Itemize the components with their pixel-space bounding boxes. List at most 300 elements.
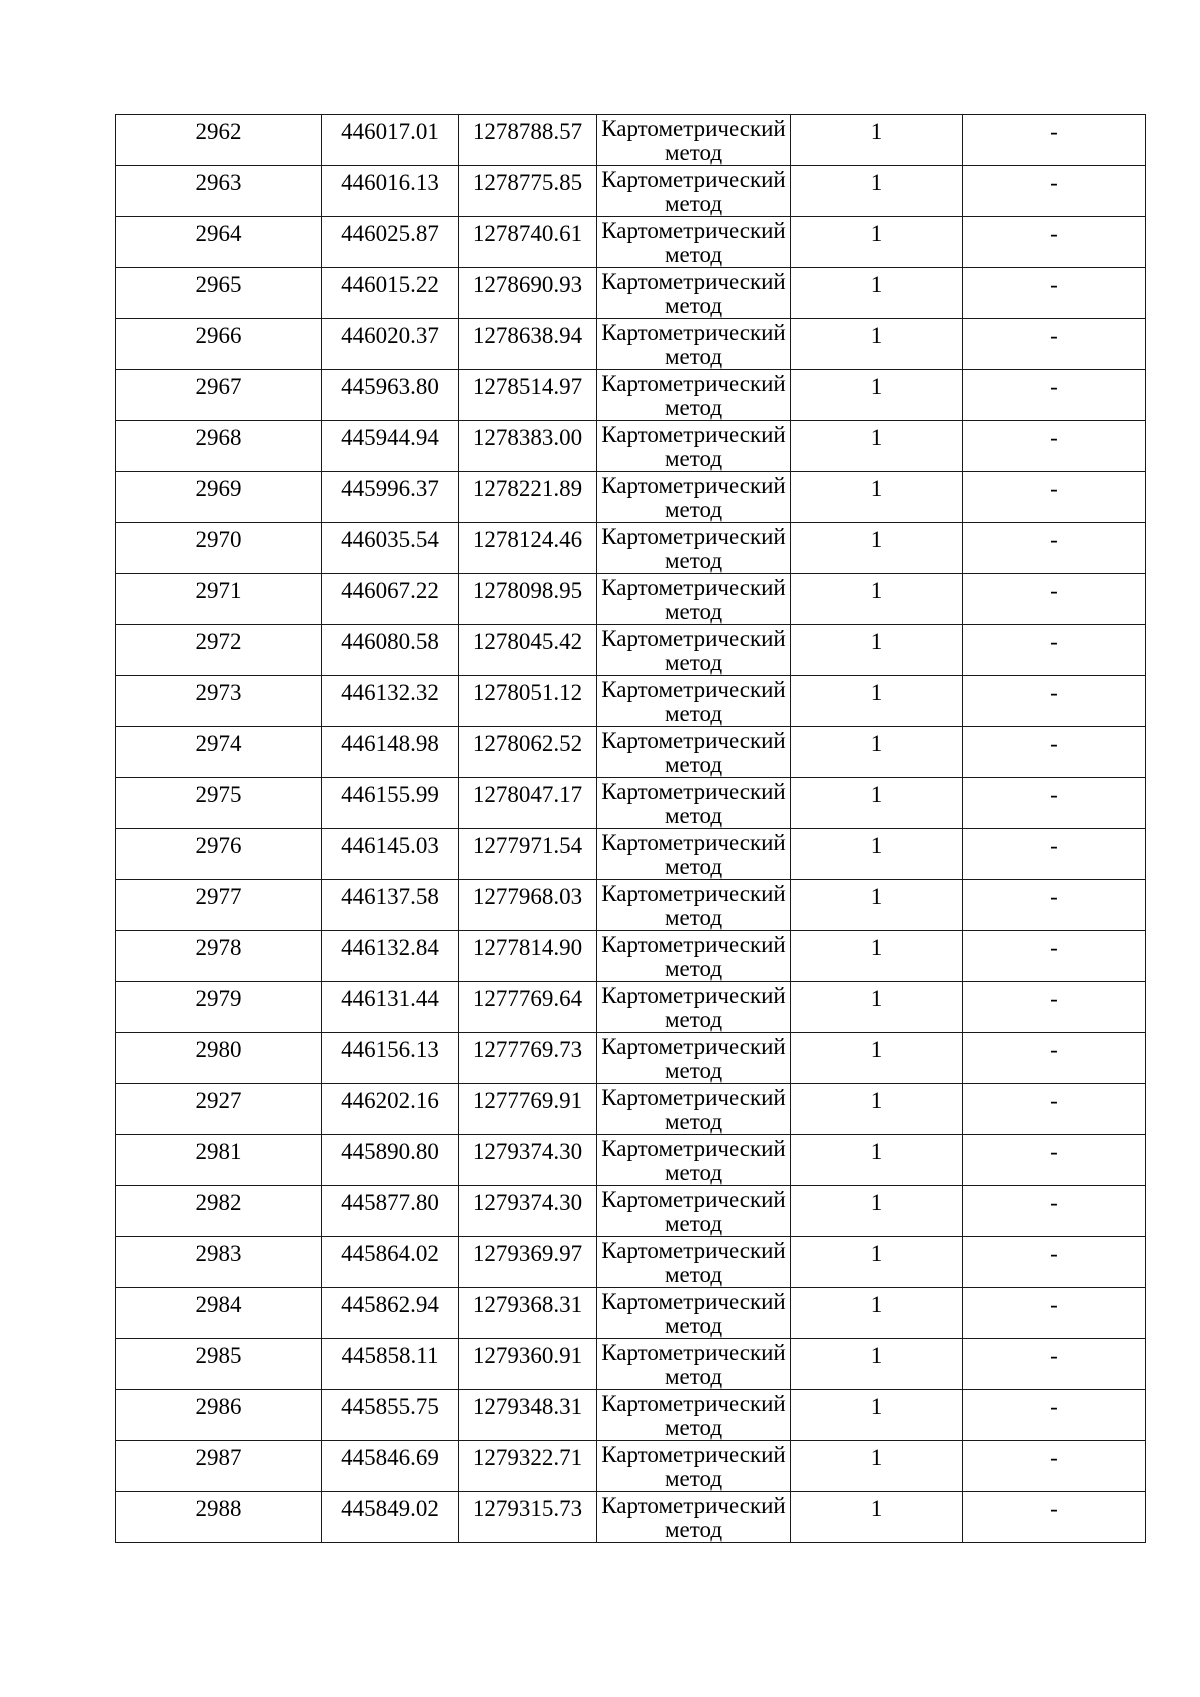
table-row (116, 1390, 1146, 1441)
x-coordinate-cell (322, 1084, 459, 1135)
point-number-cell (116, 268, 322, 319)
accuracy-cell (791, 319, 963, 370)
y-coordinate-cell (459, 676, 597, 727)
y-coordinate-cell-text: 1278690.93 (472, 272, 583, 297)
y-coordinate-cell-text: 1279369.97 (472, 1241, 583, 1266)
y-coordinate-cell-text: 1278047.17 (472, 782, 583, 807)
method-cell (597, 166, 791, 217)
table-row (116, 319, 1146, 370)
note-cell-text: - (1050, 782, 1058, 807)
accuracy-cell-text: 1 (870, 833, 883, 858)
y-coordinate-cell-text: 1278062.52 (472, 731, 583, 756)
x-coordinate-cell-text: 446132.32 (341, 680, 439, 705)
y-coordinate-cell-text: 1279348.31 (472, 1394, 583, 1419)
table-row (116, 523, 1146, 574)
accuracy-cell-text: 1 (870, 884, 883, 909)
note-cell (963, 574, 1146, 625)
x-coordinate-cell (322, 880, 459, 931)
y-coordinate-cell (459, 421, 597, 472)
note-cell-text: - (1050, 374, 1058, 399)
accuracy-cell (791, 778, 963, 829)
accuracy-cell-text: 1 (870, 527, 883, 552)
method-cell (597, 1135, 791, 1186)
note-cell (963, 1339, 1146, 1390)
x-coordinate-cell (322, 1186, 459, 1237)
method-cell-text: Картометрический метод (601, 371, 786, 420)
note-cell (963, 1033, 1146, 1084)
point-number-cell-text: 2979 (195, 986, 242, 1011)
x-coordinate-cell (322, 268, 459, 319)
x-coordinate-cell-text: 446131.44 (341, 986, 439, 1011)
x-coordinate-cell-text: 446020.37 (341, 323, 439, 348)
note-cell-text: - (1050, 884, 1058, 909)
method-cell-text: Картометрический метод (601, 1136, 786, 1185)
y-coordinate-cell (459, 1033, 597, 1084)
accuracy-cell-text: 1 (870, 1445, 883, 1470)
method-cell-text: Картометрический метод (601, 269, 786, 318)
method-cell-text: Картометрический метод (601, 932, 786, 981)
accuracy-cell (791, 1084, 963, 1135)
method-cell-text: Картометрический метод (601, 1187, 786, 1236)
method-cell (597, 319, 791, 370)
table-row (116, 166, 1146, 217)
accuracy-cell-text: 1 (870, 1190, 883, 1215)
point-number-cell-text: 2987 (195, 1445, 242, 1470)
y-coordinate-cell (459, 472, 597, 523)
x-coordinate-cell (322, 166, 459, 217)
x-coordinate-cell-text: 445944.94 (341, 425, 439, 450)
y-coordinate-cell (459, 778, 597, 829)
method-cell (597, 472, 791, 523)
x-coordinate-cell (322, 982, 459, 1033)
x-coordinate-cell-text: 446015.22 (341, 272, 439, 297)
accuracy-cell-text: 1 (870, 476, 883, 501)
y-coordinate-cell-text: 1277968.03 (472, 884, 583, 909)
point-number-cell-text: 2968 (195, 425, 242, 450)
y-coordinate-cell (459, 1339, 597, 1390)
method-cell-text: Картометрический метод (601, 422, 786, 471)
method-cell (597, 778, 791, 829)
table-row (116, 931, 1146, 982)
point-number-cell-text: 2983 (195, 1241, 242, 1266)
method-cell-text: Картометрический метод (601, 1289, 786, 1338)
accuracy-cell (791, 1339, 963, 1390)
note-cell-text: - (1050, 272, 1058, 297)
y-coordinate-cell (459, 1084, 597, 1135)
x-coordinate-cell-text: 445855.75 (341, 1394, 439, 1419)
note-cell-text: - (1050, 1394, 1058, 1419)
note-cell-text: - (1050, 680, 1058, 705)
method-cell (597, 676, 791, 727)
note-cell (963, 778, 1146, 829)
x-coordinate-cell (322, 1237, 459, 1288)
y-coordinate-cell (459, 1186, 597, 1237)
point-number-cell-text: 2966 (195, 323, 242, 348)
x-coordinate-cell (322, 1390, 459, 1441)
y-coordinate-cell (459, 217, 597, 268)
table-row (116, 727, 1146, 778)
x-coordinate-cell (322, 1441, 459, 1492)
point-number-cell-text: 2977 (195, 884, 242, 909)
accuracy-cell (791, 1237, 963, 1288)
point-number-cell (116, 829, 322, 880)
note-cell (963, 1390, 1146, 1441)
note-cell (963, 268, 1146, 319)
method-cell-text: Картометрический метод (601, 167, 786, 216)
accuracy-cell-text: 1 (870, 1037, 883, 1062)
accuracy-cell (791, 880, 963, 931)
table-row (116, 1492, 1146, 1543)
method-cell (597, 115, 791, 166)
accuracy-cell (791, 1033, 963, 1084)
y-coordinate-cell (459, 880, 597, 931)
note-cell (963, 217, 1146, 268)
method-cell-text: Картометрический метод (601, 575, 786, 624)
note-cell (963, 931, 1146, 982)
table-row (116, 1186, 1146, 1237)
table-row (116, 268, 1146, 319)
y-coordinate-cell-text: 1277769.64 (472, 986, 583, 1011)
method-cell (597, 1441, 791, 1492)
x-coordinate-cell (322, 676, 459, 727)
note-cell (963, 370, 1146, 421)
point-number-cell (116, 1135, 322, 1186)
note-cell (963, 727, 1146, 778)
point-number-cell (116, 1441, 322, 1492)
x-coordinate-cell (322, 319, 459, 370)
y-coordinate-cell-text: 1278383.00 (472, 425, 583, 450)
coordinates-table-body (116, 115, 1146, 1543)
point-number-cell-text: 2970 (195, 527, 242, 552)
table-row (116, 1135, 1146, 1186)
method-cell (597, 217, 791, 268)
method-cell (597, 625, 791, 676)
method-cell (597, 1492, 791, 1543)
note-cell-text: - (1050, 1241, 1058, 1266)
method-cell (597, 1288, 791, 1339)
x-coordinate-cell-text: 445996.37 (341, 476, 439, 501)
point-number-cell-text: 2986 (195, 1394, 242, 1419)
y-coordinate-cell (459, 727, 597, 778)
table-row (116, 1237, 1146, 1288)
table-row (116, 472, 1146, 523)
point-number-cell (116, 676, 322, 727)
accuracy-cell-text: 1 (870, 1139, 883, 1164)
x-coordinate-cell-text: 446145.03 (341, 833, 439, 858)
note-cell-text: - (1050, 1496, 1058, 1521)
method-cell (597, 727, 791, 778)
x-coordinate-cell-text: 445864.02 (341, 1241, 439, 1266)
x-coordinate-cell-text: 445858.11 (341, 1343, 439, 1368)
note-cell-text: - (1050, 119, 1058, 144)
note-cell (963, 676, 1146, 727)
note-cell-text: - (1050, 170, 1058, 195)
table-row (116, 1084, 1146, 1135)
y-coordinate-cell-text: 1279315.73 (472, 1496, 583, 1521)
method-cell (597, 370, 791, 421)
note-cell (963, 523, 1146, 574)
note-cell-text: - (1050, 629, 1058, 654)
point-number-cell-text: 2984 (195, 1292, 242, 1317)
point-number-cell (116, 727, 322, 778)
y-coordinate-cell-text: 1278775.85 (472, 170, 583, 195)
note-cell-text: - (1050, 986, 1058, 1011)
y-coordinate-cell (459, 523, 597, 574)
accuracy-cell-text: 1 (870, 425, 883, 450)
accuracy-cell-text: 1 (870, 731, 883, 756)
y-coordinate-cell-text: 1278221.89 (472, 476, 583, 501)
y-coordinate-cell (459, 319, 597, 370)
method-cell-text: Картометрический метод (601, 881, 786, 930)
table-row (116, 217, 1146, 268)
note-cell (963, 472, 1146, 523)
point-number-cell-text: 2985 (195, 1343, 242, 1368)
x-coordinate-cell (322, 625, 459, 676)
accuracy-cell-text: 1 (870, 935, 883, 960)
point-number-cell (116, 166, 322, 217)
note-cell (963, 319, 1146, 370)
x-coordinate-cell (322, 472, 459, 523)
method-cell-text: Картометрический метод (601, 1034, 786, 1083)
accuracy-cell-text: 1 (870, 1292, 883, 1317)
x-coordinate-cell (322, 931, 459, 982)
method-cell-text: Картометрический метод (601, 218, 786, 267)
point-number-cell-text: 2927 (195, 1088, 242, 1113)
method-cell-text: Картометрический метод (601, 524, 786, 573)
accuracy-cell (791, 676, 963, 727)
y-coordinate-cell-text: 1277971.54 (472, 833, 583, 858)
x-coordinate-cell (322, 574, 459, 625)
x-coordinate-cell-text: 446035.54 (341, 527, 439, 552)
point-number-cell (116, 778, 322, 829)
accuracy-cell (791, 574, 963, 625)
accuracy-cell (791, 472, 963, 523)
method-cell (597, 523, 791, 574)
point-number-cell (116, 217, 322, 268)
accuracy-cell (791, 370, 963, 421)
method-cell-text: Картометрический метод (601, 728, 786, 777)
accuracy-cell (791, 268, 963, 319)
x-coordinate-cell (322, 370, 459, 421)
accuracy-cell (791, 166, 963, 217)
note-cell (963, 1492, 1146, 1543)
method-cell (597, 574, 791, 625)
accuracy-cell-text: 1 (870, 578, 883, 603)
method-cell (597, 1186, 791, 1237)
y-coordinate-cell (459, 166, 597, 217)
coordinates-table (115, 114, 1146, 1543)
x-coordinate-cell-text: 445890.80 (341, 1139, 439, 1164)
accuracy-cell-text: 1 (870, 221, 883, 246)
x-coordinate-cell-text: 446067.22 (341, 578, 439, 603)
note-cell-text: - (1050, 1088, 1058, 1113)
method-cell (597, 829, 791, 880)
point-number-cell (116, 1339, 322, 1390)
point-number-cell (116, 1186, 322, 1237)
note-cell-text: - (1050, 1292, 1058, 1317)
y-coordinate-cell-text: 1278051.12 (472, 680, 583, 705)
accuracy-cell-text: 1 (870, 1088, 883, 1113)
accuracy-cell (791, 982, 963, 1033)
x-coordinate-cell-text: 446017.01 (341, 119, 439, 144)
x-coordinate-cell-text: 445963.80 (341, 374, 439, 399)
point-number-cell (116, 1033, 322, 1084)
accuracy-cell-text: 1 (870, 1394, 883, 1419)
table-row (116, 370, 1146, 421)
method-cell-text: Картометрический метод (601, 1493, 786, 1542)
y-coordinate-cell (459, 829, 597, 880)
x-coordinate-cell (322, 1033, 459, 1084)
method-cell-text: Картометрический метод (601, 1238, 786, 1287)
y-coordinate-cell-text: 1278514.97 (472, 374, 583, 399)
x-coordinate-cell-text: 446025.87 (341, 221, 439, 246)
point-number-cell-text: 2980 (195, 1037, 242, 1062)
table-row (116, 421, 1146, 472)
point-number-cell-text: 2971 (195, 578, 242, 603)
method-cell-text: Картометрический метод (601, 1391, 786, 1440)
table-row (116, 880, 1146, 931)
note-cell-text: - (1050, 1190, 1058, 1215)
y-coordinate-cell (459, 982, 597, 1033)
point-number-cell-text: 2964 (195, 221, 242, 246)
x-coordinate-cell-text: 446080.58 (341, 629, 439, 654)
accuracy-cell-text: 1 (870, 119, 883, 144)
accuracy-cell-text: 1 (870, 1343, 883, 1368)
x-coordinate-cell-text: 446132.84 (341, 935, 439, 960)
table-row (116, 574, 1146, 625)
note-cell-text: - (1050, 527, 1058, 552)
y-coordinate-cell (459, 115, 597, 166)
y-coordinate-cell (459, 931, 597, 982)
note-cell (963, 1288, 1146, 1339)
method-cell-text: Картометрический метод (601, 116, 786, 165)
y-coordinate-cell (459, 625, 597, 676)
method-cell (597, 1339, 791, 1390)
accuracy-cell (791, 1288, 963, 1339)
point-number-cell-text: 2972 (195, 629, 242, 654)
table-row (116, 982, 1146, 1033)
note-cell (963, 1441, 1146, 1492)
table-row (116, 625, 1146, 676)
x-coordinate-cell-text: 445849.02 (341, 1496, 439, 1521)
y-coordinate-cell-text: 1277769.73 (472, 1037, 583, 1062)
x-coordinate-cell-text: 446016.13 (341, 170, 439, 195)
accuracy-cell-text: 1 (870, 272, 883, 297)
point-number-cell (116, 1288, 322, 1339)
table-row (116, 1339, 1146, 1390)
y-coordinate-cell-text: 1278740.61 (472, 221, 583, 246)
table-row (116, 829, 1146, 880)
point-number-cell (116, 1492, 322, 1543)
x-coordinate-cell (322, 1288, 459, 1339)
method-cell-text: Картометрический метод (601, 983, 786, 1032)
point-number-cell (116, 1084, 322, 1135)
point-number-cell-text: 2969 (195, 476, 242, 501)
note-cell-text: - (1050, 221, 1058, 246)
y-coordinate-cell-text: 1278124.46 (472, 527, 583, 552)
table-row (116, 1033, 1146, 1084)
point-number-cell-text: 2975 (195, 782, 242, 807)
method-cell (597, 982, 791, 1033)
point-number-cell (116, 982, 322, 1033)
accuracy-cell (791, 1135, 963, 1186)
method-cell (597, 1033, 791, 1084)
x-coordinate-cell-text: 445862.94 (341, 1292, 439, 1317)
accuracy-cell (791, 625, 963, 676)
accuracy-cell (791, 727, 963, 778)
point-number-cell (116, 319, 322, 370)
x-coordinate-cell-text: 446155.99 (341, 782, 439, 807)
point-number-cell-text: 2981 (195, 1139, 242, 1164)
table-row (116, 778, 1146, 829)
x-coordinate-cell-text: 446148.98 (341, 731, 439, 756)
y-coordinate-cell-text: 1277814.90 (472, 935, 583, 960)
accuracy-cell-text: 1 (870, 374, 883, 399)
note-cell (963, 1237, 1146, 1288)
accuracy-cell (791, 931, 963, 982)
x-coordinate-cell (322, 523, 459, 574)
x-coordinate-cell (322, 1492, 459, 1543)
note-cell (963, 115, 1146, 166)
y-coordinate-cell (459, 1288, 597, 1339)
x-coordinate-cell (322, 1135, 459, 1186)
method-cell (597, 1084, 791, 1135)
x-coordinate-cell (322, 1339, 459, 1390)
method-cell-text: Картометрический метод (601, 677, 786, 726)
table-row (116, 1288, 1146, 1339)
note-cell-text: - (1050, 1037, 1058, 1062)
point-number-cell-text: 2962 (195, 119, 242, 144)
point-number-cell (116, 472, 322, 523)
note-cell-text: - (1050, 731, 1058, 756)
point-number-cell (116, 880, 322, 931)
y-coordinate-cell-text: 1279374.30 (472, 1139, 583, 1164)
x-coordinate-cell (322, 727, 459, 778)
accuracy-cell (791, 1186, 963, 1237)
y-coordinate-cell (459, 574, 597, 625)
accuracy-cell-text: 1 (870, 1241, 883, 1266)
x-coordinate-cell (322, 115, 459, 166)
note-cell-text: - (1050, 476, 1058, 501)
y-coordinate-cell-text: 1279374.30 (472, 1190, 583, 1215)
y-coordinate-cell-text: 1278788.57 (472, 119, 583, 144)
point-number-cell-text: 2973 (195, 680, 242, 705)
note-cell-text: - (1050, 1139, 1058, 1164)
accuracy-cell-text: 1 (870, 680, 883, 705)
y-coordinate-cell (459, 268, 597, 319)
note-cell (963, 625, 1146, 676)
accuracy-cell-text: 1 (870, 1496, 883, 1521)
accuracy-cell (791, 1390, 963, 1441)
x-coordinate-cell (322, 829, 459, 880)
table-row (116, 676, 1146, 727)
point-number-cell-text: 2963 (195, 170, 242, 195)
note-cell (963, 1135, 1146, 1186)
point-number-cell (116, 625, 322, 676)
table-row (116, 1441, 1146, 1492)
accuracy-cell-text: 1 (870, 986, 883, 1011)
point-number-cell (116, 370, 322, 421)
x-coordinate-cell (322, 421, 459, 472)
accuracy-cell (791, 1492, 963, 1543)
x-coordinate-cell-text: 446156.13 (341, 1037, 439, 1062)
point-number-cell-text: 2982 (195, 1190, 242, 1215)
method-cell (597, 1390, 791, 1441)
accuracy-cell (791, 1441, 963, 1492)
note-cell (963, 880, 1146, 931)
accuracy-cell-text: 1 (870, 323, 883, 348)
point-number-cell-text: 2967 (195, 374, 242, 399)
